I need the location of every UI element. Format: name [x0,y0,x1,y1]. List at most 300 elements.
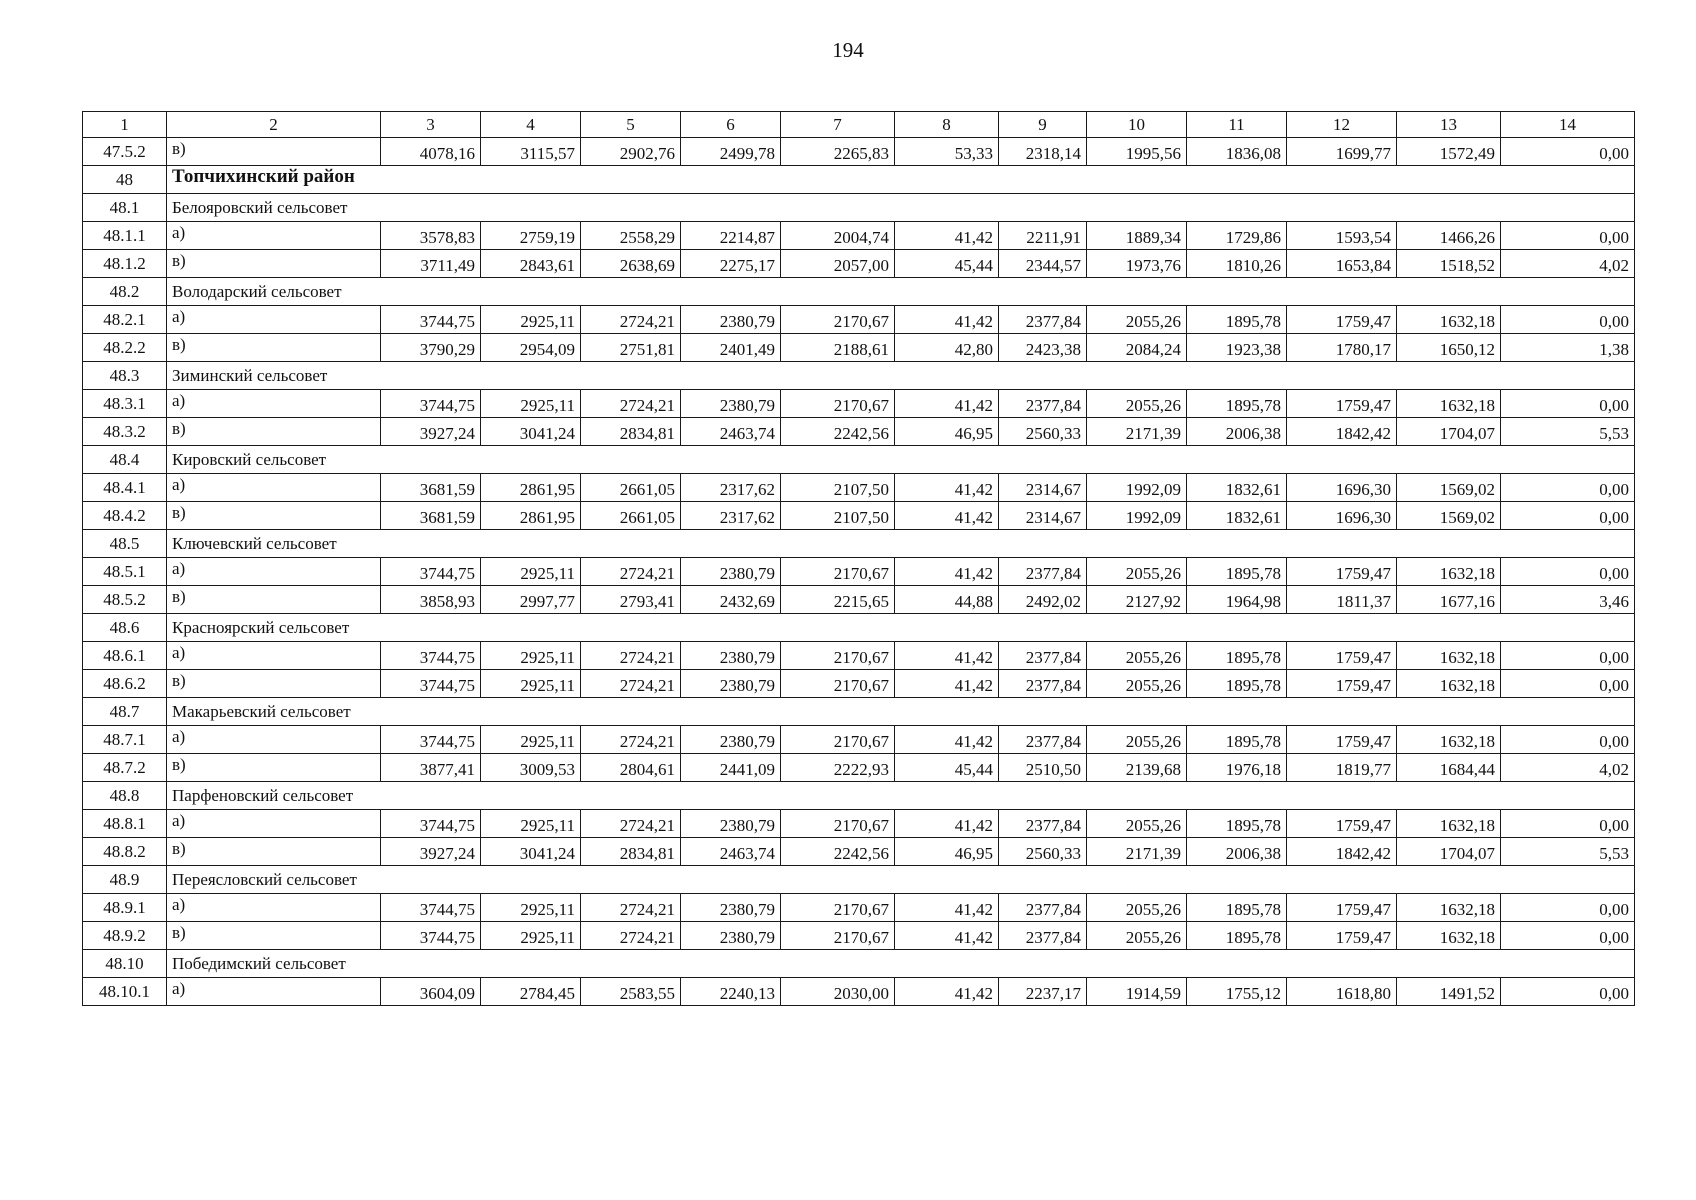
value-cell: 2510,50 [999,754,1087,782]
value-cell: 1618,80 [1287,978,1397,1006]
value-cell: 0,00 [1501,558,1635,586]
table-row [83,726,1635,754]
row-code: 48 [83,166,167,194]
row-code: 48.4 [83,446,167,474]
value-cell: 41,42 [895,390,999,418]
value-cell: 2242,56 [781,838,895,866]
value-cell: 2724,21 [581,810,681,838]
value-cell: 1842,42 [1287,418,1397,446]
row-code: 48.1.1 [83,222,167,250]
value-cell: 1914,59 [1087,978,1187,1006]
value-cell: 2170,67 [781,810,895,838]
row-code: 48.8.2 [83,838,167,866]
value-cell: 0,00 [1501,138,1635,166]
value-cell: 1759,47 [1287,726,1397,754]
value-cell: 1832,61 [1187,474,1287,502]
column-number-cell: 2 [167,112,381,138]
column-number-cell: 9 [999,112,1087,138]
row-label: Топчихинский район [167,166,1635,194]
column-number-cell: 1 [83,112,167,138]
table-row [83,558,1635,586]
section-row [83,950,1635,978]
section-row [83,614,1635,642]
value-cell: 3009,53 [481,754,581,782]
table-body [83,112,1635,1006]
value-cell: 1653,84 [1287,250,1397,278]
row-code: 48.3 [83,362,167,390]
value-cell: 1759,47 [1287,558,1397,586]
row-code: 48.8 [83,782,167,810]
value-cell: 2188,61 [781,334,895,362]
row-code: 48.7 [83,698,167,726]
column-number-cell: 4 [481,112,581,138]
value-cell: 2463,74 [681,418,781,446]
value-cell: 2377,84 [999,810,1087,838]
value-cell: 2170,67 [781,922,895,950]
value-cell: 3790,29 [381,334,481,362]
row-label: а) [167,222,381,250]
value-cell: 1491,52 [1397,978,1501,1006]
value-cell: 1759,47 [1287,390,1397,418]
value-cell: 2377,84 [999,894,1087,922]
table-row [83,810,1635,838]
value-cell: 3744,75 [381,894,481,922]
value-cell: 2834,81 [581,418,681,446]
value-cell: 1632,18 [1397,726,1501,754]
value-cell: 2724,21 [581,642,681,670]
row-code: 48.6.2 [83,670,167,698]
value-cell: 2463,74 [681,838,781,866]
value-cell: 0,00 [1501,726,1635,754]
row-label: Макарьевский сельсовет [167,698,1635,726]
row-code: 48.1 [83,194,167,222]
value-cell: 41,42 [895,558,999,586]
value-cell: 2006,38 [1187,838,1287,866]
value-cell: 2997,77 [481,586,581,614]
value-cell: 1677,16 [1397,586,1501,614]
value-cell: 2583,55 [581,978,681,1006]
value-cell: 2127,92 [1087,586,1187,614]
value-cell: 2055,26 [1087,642,1187,670]
value-cell: 1895,78 [1187,642,1287,670]
value-cell: 2925,11 [481,894,581,922]
value-cell: 2242,56 [781,418,895,446]
value-cell: 1923,38 [1187,334,1287,362]
value-cell: 2055,26 [1087,390,1187,418]
row-code: 48.4.1 [83,474,167,502]
row-code: 48.1.2 [83,250,167,278]
section-row [83,278,1635,306]
value-cell: 1632,18 [1397,922,1501,950]
value-cell: 2380,79 [681,558,781,586]
value-cell: 1992,09 [1087,474,1187,502]
value-cell: 3744,75 [381,558,481,586]
value-cell: 1780,17 [1287,334,1397,362]
table-row [83,978,1635,1006]
value-cell: 1895,78 [1187,726,1287,754]
row-code: 48.9.1 [83,894,167,922]
value-cell: 3744,75 [381,390,481,418]
value-cell: 2784,45 [481,978,581,1006]
value-cell: 2344,57 [999,250,1087,278]
value-cell: 2759,19 [481,222,581,250]
value-cell: 1632,18 [1397,670,1501,698]
value-cell: 2170,67 [781,390,895,418]
value-cell: 2925,11 [481,642,581,670]
value-cell: 2170,67 [781,726,895,754]
value-cell: 3744,75 [381,670,481,698]
table-row [83,642,1635,670]
value-cell: 2377,84 [999,306,1087,334]
row-code: 48.7.1 [83,726,167,754]
value-cell: 2240,13 [681,978,781,1006]
row-code: 48.2.1 [83,306,167,334]
value-cell: 2170,67 [781,894,895,922]
value-cell: 1569,02 [1397,502,1501,530]
value-cell: 2560,33 [999,418,1087,446]
value-cell: 2380,79 [681,642,781,670]
row-label: Парфеновский сельсовет [167,782,1635,810]
column-number-cell: 14 [1501,112,1635,138]
value-cell: 0,00 [1501,390,1635,418]
value-cell: 46,95 [895,418,999,446]
value-cell: 1632,18 [1397,558,1501,586]
section-row [83,698,1635,726]
value-cell: 1,38 [1501,334,1635,362]
row-label: а) [167,978,381,1006]
value-cell: 41,42 [895,474,999,502]
row-label: Белояровский сельсовет [167,194,1635,222]
row-code: 48.7.2 [83,754,167,782]
row-code: 48.2 [83,278,167,306]
row-label: а) [167,390,381,418]
column-number-cell: 10 [1087,112,1187,138]
value-cell: 1632,18 [1397,642,1501,670]
table-row [83,138,1635,166]
value-cell: 1518,52 [1397,250,1501,278]
value-cell: 1684,44 [1397,754,1501,782]
value-cell: 1632,18 [1397,894,1501,922]
value-cell: 2925,11 [481,922,581,950]
value-cell: 2925,11 [481,306,581,334]
value-cell: 2055,26 [1087,726,1187,754]
value-cell: 45,44 [895,250,999,278]
row-label: в) [167,838,381,866]
value-cell: 0,00 [1501,810,1635,838]
row-code: 48.8.1 [83,810,167,838]
value-cell: 5,53 [1501,838,1635,866]
table-row [83,306,1635,334]
table-row [83,222,1635,250]
value-cell: 2441,09 [681,754,781,782]
value-cell: 4,02 [1501,754,1635,782]
value-cell: 3,46 [1501,586,1635,614]
value-cell: 1976,18 [1187,754,1287,782]
value-cell: 2925,11 [481,810,581,838]
value-cell: 3744,75 [381,642,481,670]
value-cell: 1842,42 [1287,838,1397,866]
value-cell: 2377,84 [999,558,1087,586]
value-cell: 2724,21 [581,306,681,334]
value-cell: 2314,67 [999,474,1087,502]
row-label: а) [167,642,381,670]
value-cell: 1572,49 [1397,138,1501,166]
value-cell: 2861,95 [481,502,581,530]
row-code: 47.5.2 [83,138,167,166]
value-cell: 2222,93 [781,754,895,782]
column-number-cell: 13 [1397,112,1501,138]
value-cell: 2055,26 [1087,306,1187,334]
value-cell: 1759,47 [1287,810,1397,838]
value-cell: 1755,12 [1187,978,1287,1006]
row-code: 48.2.2 [83,334,167,362]
tariff-table [82,111,1635,1006]
row-code: 48.6.1 [83,642,167,670]
value-cell: 2317,62 [681,474,781,502]
value-cell: 2724,21 [581,726,681,754]
row-label: а) [167,306,381,334]
column-number-row [83,112,1635,138]
value-cell: 41,42 [895,894,999,922]
section-row [83,194,1635,222]
value-cell: 1696,30 [1287,474,1397,502]
row-label: Красноярский сельсовет [167,614,1635,642]
section-row [83,866,1635,894]
row-code: 48.10 [83,950,167,978]
value-cell: 2925,11 [481,726,581,754]
row-label: а) [167,894,381,922]
value-cell: 2499,78 [681,138,781,166]
row-label: в) [167,418,381,446]
column-number-cell: 6 [681,112,781,138]
value-cell: 3744,75 [381,306,481,334]
value-cell: 0,00 [1501,670,1635,698]
value-cell: 1759,47 [1287,642,1397,670]
row-label: Зиминский сельсовет [167,362,1635,390]
value-cell: 1650,12 [1397,334,1501,362]
value-cell: 2724,21 [581,390,681,418]
value-cell: 2171,39 [1087,838,1187,866]
value-cell: 3744,75 [381,726,481,754]
value-cell: 2954,09 [481,334,581,362]
value-cell: 2925,11 [481,558,581,586]
value-cell: 2055,26 [1087,922,1187,950]
value-cell: 0,00 [1501,894,1635,922]
value-cell: 3115,57 [481,138,581,166]
row-label: Ключевский сельсовет [167,530,1635,558]
row-label: в) [167,586,381,614]
value-cell: 2107,50 [781,474,895,502]
row-code: 48.9.2 [83,922,167,950]
table-row [83,894,1635,922]
value-cell: 41,42 [895,810,999,838]
value-cell: 1895,78 [1187,390,1287,418]
value-cell: 2558,29 [581,222,681,250]
value-cell: 3041,24 [481,418,581,446]
value-cell: 2423,38 [999,334,1087,362]
value-cell: 3681,59 [381,474,481,502]
value-cell: 46,95 [895,838,999,866]
value-cell: 2724,21 [581,670,681,698]
value-cell: 1759,47 [1287,894,1397,922]
value-cell: 1832,61 [1187,502,1287,530]
value-cell: 2317,62 [681,502,781,530]
row-label: в) [167,754,381,782]
value-cell: 2492,02 [999,586,1087,614]
value-cell: 2380,79 [681,922,781,950]
value-cell: 2751,81 [581,334,681,362]
value-cell: 2314,67 [999,502,1087,530]
row-label: Володарский сельсовет [167,278,1635,306]
value-cell: 2432,69 [681,586,781,614]
table-row [83,418,1635,446]
value-cell: 2638,69 [581,250,681,278]
table-row [83,474,1635,502]
value-cell: 0,00 [1501,978,1635,1006]
value-cell: 2139,68 [1087,754,1187,782]
value-cell: 2055,26 [1087,670,1187,698]
row-code: 48.4.2 [83,502,167,530]
value-cell: 1632,18 [1397,306,1501,334]
table-row [83,250,1635,278]
value-cell: 2401,49 [681,334,781,362]
value-cell: 1995,56 [1087,138,1187,166]
value-cell: 2834,81 [581,838,681,866]
value-cell: 2006,38 [1187,418,1287,446]
value-cell: 2380,79 [681,726,781,754]
row-label: в) [167,250,381,278]
value-cell: 41,42 [895,222,999,250]
value-cell: 3744,75 [381,922,481,950]
value-cell: 2661,05 [581,502,681,530]
value-cell: 2380,79 [681,390,781,418]
value-cell: 0,00 [1501,502,1635,530]
value-cell: 3578,83 [381,222,481,250]
value-cell: 1466,26 [1397,222,1501,250]
row-label: Переясловский сельсовет [167,866,1635,894]
value-cell: 1811,37 [1287,586,1397,614]
value-cell: 1895,78 [1187,894,1287,922]
value-cell: 42,80 [895,334,999,362]
value-cell: 0,00 [1501,474,1635,502]
section-row [83,446,1635,474]
row-label: а) [167,474,381,502]
value-cell: 3927,24 [381,418,481,446]
value-cell: 3711,49 [381,250,481,278]
row-label: в) [167,670,381,698]
value-cell: 2170,67 [781,306,895,334]
value-cell: 2380,79 [681,810,781,838]
value-cell: 44,88 [895,586,999,614]
value-cell: 1704,07 [1397,838,1501,866]
value-cell: 1973,76 [1087,250,1187,278]
value-cell: 2843,61 [481,250,581,278]
value-cell: 2055,26 [1087,894,1187,922]
value-cell: 2377,84 [999,390,1087,418]
table-row [83,586,1635,614]
value-cell: 2377,84 [999,726,1087,754]
row-label: а) [167,810,381,838]
value-cell: 1895,78 [1187,922,1287,950]
row-label: в) [167,334,381,362]
value-cell: 1699,77 [1287,138,1397,166]
table-row [83,670,1635,698]
value-cell: 3858,93 [381,586,481,614]
value-cell: 41,42 [895,642,999,670]
row-label: в) [167,502,381,530]
value-cell: 2804,61 [581,754,681,782]
value-cell: 1632,18 [1397,810,1501,838]
value-cell: 1895,78 [1187,558,1287,586]
value-cell: 2861,95 [481,474,581,502]
table-row [83,502,1635,530]
value-cell: 3744,75 [381,810,481,838]
value-cell: 2004,74 [781,222,895,250]
value-cell: 3604,09 [381,978,481,1006]
row-code: 48.5.1 [83,558,167,586]
row-label: в) [167,922,381,950]
value-cell: 2925,11 [481,390,581,418]
value-cell: 1704,07 [1397,418,1501,446]
value-cell: 1810,26 [1187,250,1287,278]
value-cell: 2215,65 [781,586,895,614]
table-row [83,754,1635,782]
value-cell: 41,42 [895,922,999,950]
value-cell: 2377,84 [999,670,1087,698]
value-cell: 45,44 [895,754,999,782]
value-cell: 41,42 [895,502,999,530]
value-cell: 2560,33 [999,838,1087,866]
table-row [83,334,1635,362]
row-code: 48.6 [83,614,167,642]
value-cell: 2030,00 [781,978,895,1006]
value-cell: 2377,84 [999,922,1087,950]
value-cell: 2055,26 [1087,558,1187,586]
value-cell: 2170,67 [781,558,895,586]
row-label: а) [167,726,381,754]
column-number-cell: 7 [781,112,895,138]
row-label: в) [167,138,381,166]
value-cell: 2925,11 [481,670,581,698]
value-cell: 2084,24 [1087,334,1187,362]
value-cell: 2380,79 [681,670,781,698]
region-row [83,166,1635,194]
page-number: 194 [832,38,864,62]
value-cell: 2170,67 [781,642,895,670]
value-cell: 3877,41 [381,754,481,782]
value-cell: 2377,84 [999,642,1087,670]
value-cell: 1895,78 [1187,810,1287,838]
value-cell: 2661,05 [581,474,681,502]
row-code: 48.5 [83,530,167,558]
value-cell: 41,42 [895,978,999,1006]
value-cell: 3681,59 [381,502,481,530]
value-cell: 1759,47 [1287,922,1397,950]
value-cell: 1895,78 [1187,306,1287,334]
value-cell: 0,00 [1501,306,1635,334]
value-cell: 1992,09 [1087,502,1187,530]
value-cell: 41,42 [895,670,999,698]
value-cell: 5,53 [1501,418,1635,446]
column-number-cell: 5 [581,112,681,138]
value-cell: 2214,87 [681,222,781,250]
value-cell: 1632,18 [1397,390,1501,418]
row-code: 48.10.1 [83,978,167,1006]
value-cell: 2237,17 [999,978,1087,1006]
value-cell: 1696,30 [1287,502,1397,530]
value-cell: 41,42 [895,726,999,754]
value-cell: 1964,98 [1187,586,1287,614]
